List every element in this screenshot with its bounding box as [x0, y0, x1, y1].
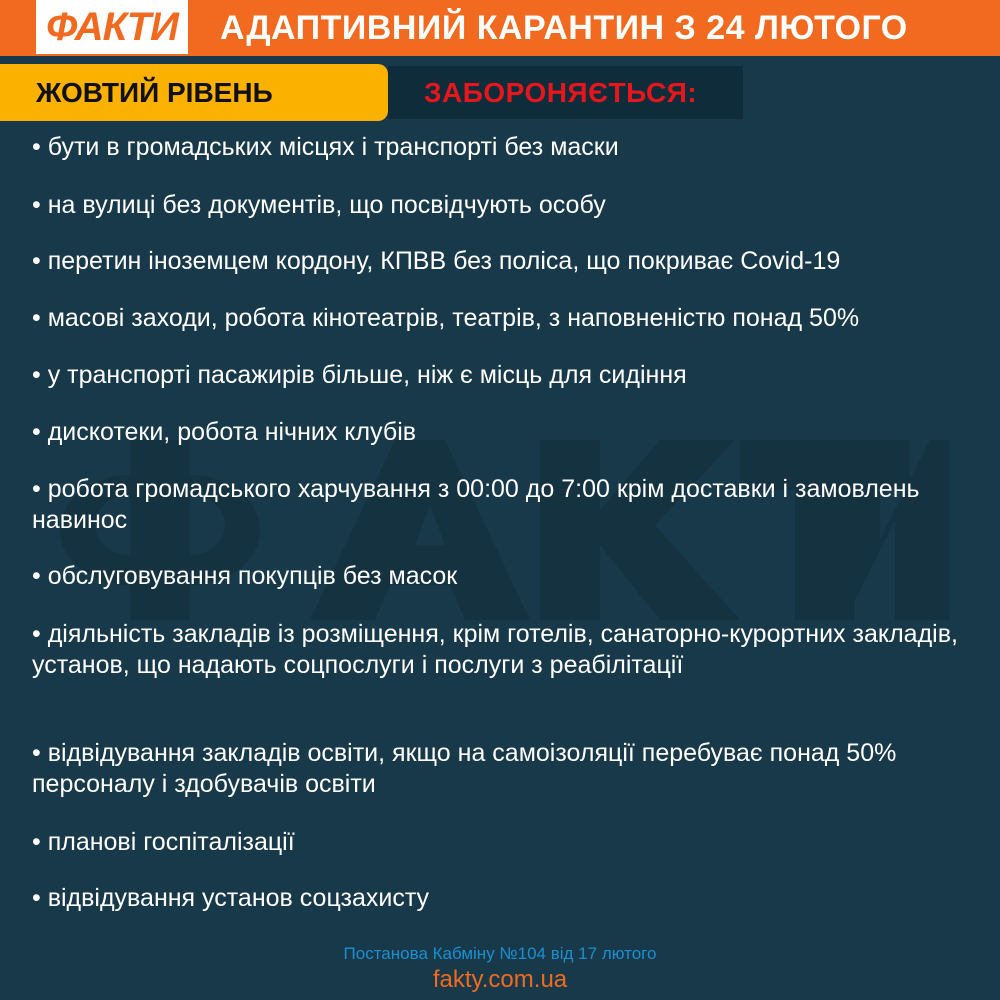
fakty-logo: ФАКТИ: [36, 0, 188, 54]
page-title: АДАПТИВНИЙ КАРАНТИН З 24 ЛЮТОГО: [220, 9, 908, 47]
list-item: • обслуговування покупців без масок: [32, 562, 458, 590]
level-badge: ЖОВТИЙ РІВЕНЬ: [0, 64, 388, 121]
list-item: • бути в громадських місцях і транспорті без маски: [32, 133, 619, 161]
list-item: • відвідування закладів освіти, якщо на самоізоляції перебуває понад 50% персоналу і здобувачів освіти: [32, 739, 897, 798]
list-item: • у транспорті пасажирів більше, ніж є місць для сидіння: [32, 361, 687, 389]
list-item: • діяльність закладів із розміщення, крім готелів, санаторно-курортних закладів, установ, що надають соцпослуги і послуги з реабілітації: [32, 620, 958, 679]
list-item: • відвідування установ соцзахисту: [32, 884, 430, 912]
list-item: • планові госпіталізації: [32, 828, 295, 856]
list-item: • дискотеки, робота нічних клубів: [32, 418, 417, 446]
header-bar: [0, 0, 1000, 56]
list-item: • на вулиці без документів, що посвідчують особу: [32, 191, 606, 219]
banned-heading: ЗАБОРОНЯЄТЬСЯ:: [388, 66, 743, 119]
footer-note: Постанова Кабміну №104 від 17 лютого: [343, 944, 657, 963]
list-item: • робота громадського харчування з 00:00 до 7:00 крім доставки і замовлень навинос: [32, 475, 920, 534]
footer-site-link[interactable]: fakty.com.ua: [432, 966, 568, 993]
list-item: • масові заходи, робота кінотеатрів, театрів, з наповненістю понад 50%: [32, 304, 860, 332]
list-item: • перетин іноземцем кордону, КПВВ без поліса, що покриває Covid-19: [32, 247, 841, 275]
